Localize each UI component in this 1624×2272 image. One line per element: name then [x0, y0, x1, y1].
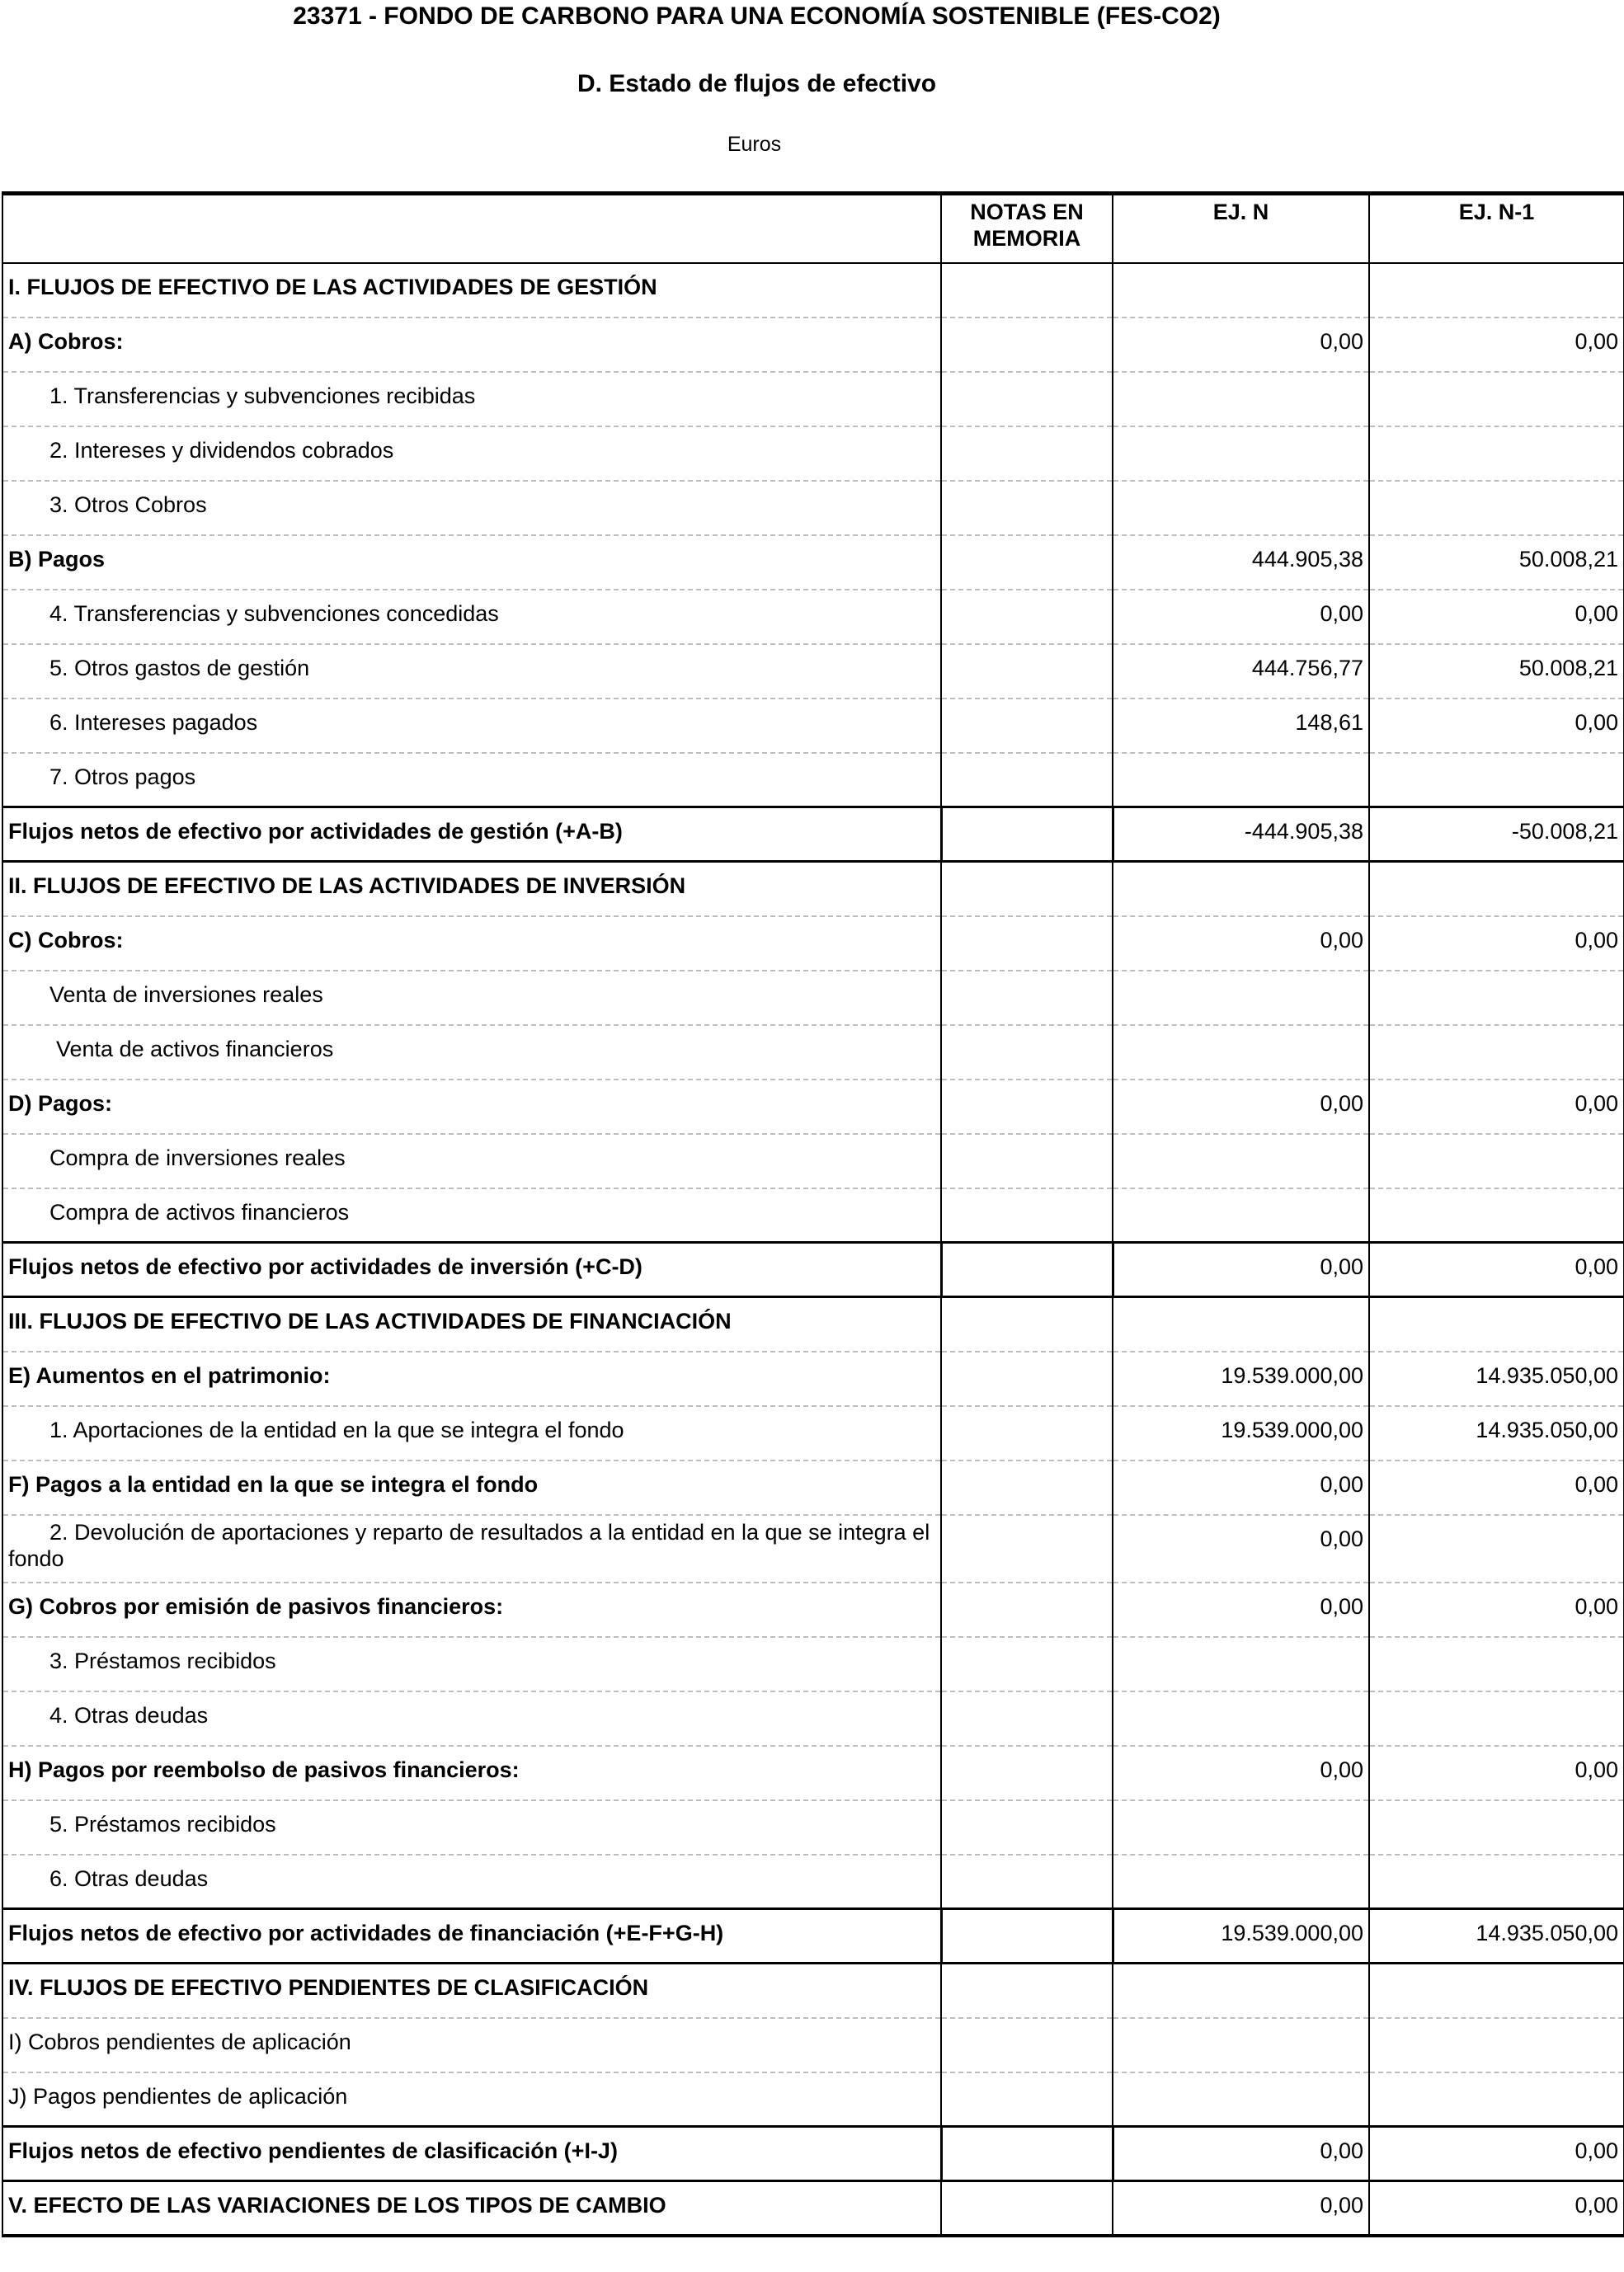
table-row: [2, 1406, 1624, 1461]
notas-cell: [941, 318, 1113, 372]
row-label-text: 2. Devolución de aportaciones y reparto de resultados a la entidad en la que se integra el fondo: [8, 1519, 930, 1571]
ej-n-value: 444.905,38: [1113, 535, 1369, 590]
notas-cell: [941, 699, 1113, 753]
ej-n-value: 0,00: [1113, 2181, 1369, 2236]
row-label: [2, 1691, 941, 1746]
row-label-text: E) Aumentos en el patrimonio:: [8, 1362, 331, 1388]
notas-cell: [941, 1406, 1113, 1461]
ej-n-1-value: 0,00: [1369, 2127, 1624, 2181]
ej-n-1-value: 0,00: [1369, 318, 1624, 372]
row-label: [2, 1243, 941, 1297]
row-label-text: Flujos netos de efectivo por actividades de gestión (+A-B): [8, 819, 623, 844]
section-row: [2, 1964, 1624, 2018]
table-row: [2, 2018, 1624, 2072]
ej-n-1-value: 0,00: [1369, 699, 1624, 753]
row-label-text: J) Pagos pendientes de aplicación: [8, 2083, 348, 2109]
ej-n-1-value: 0,00: [1369, 1746, 1624, 1800]
ej-n-value: 0,00: [1113, 1243, 1369, 1297]
document-title: 23371 - FONDO DE CARBONO PARA UNA ECONOMÍA SOSTENIBLE (FES-CO2): [293, 2, 1221, 30]
row-label: [2, 1134, 941, 1188]
table-row: [2, 1080, 1624, 1134]
table-row: [2, 644, 1624, 699]
row-label: [2, 971, 941, 1025]
ej-n-value: [1113, 862, 1369, 916]
ej-n-1-value: 0,00: [1369, 590, 1624, 644]
row-label: [2, 1406, 941, 1461]
table-header-row: [2, 194, 1624, 263]
row-label: [2, 1297, 941, 1352]
row-label-text: F) Pagos a la entidad en la que se integra el fondo: [8, 1471, 539, 1497]
row-label-text: I. FLUJOS DE EFECTIVO DE LAS ACTIVIDADES DE GESTIÓN: [8, 274, 657, 299]
row-label-text: 1. Aportaciones de la entidad en la que se integra el fondo: [49, 1417, 624, 1442]
ej-n-1-value: [1369, 1297, 1624, 1352]
ej-n-1-value: 14.935.050,00: [1369, 1909, 1624, 1964]
ej-n-1-value: 0,00: [1369, 1080, 1624, 1134]
row-label-text: D) Pagos:: [8, 1090, 113, 1116]
ej-n-1-value: [1369, 1691, 1624, 1746]
notas-cell: [941, 426, 1113, 481]
ej-n-value: [1113, 426, 1369, 481]
ej-n-value: 444.756,77: [1113, 644, 1369, 699]
table-row: [2, 1461, 1624, 1515]
cash-flow-table: [2, 191, 1624, 2237]
row-label-text: III. FLUJOS DE EFECTIVO DE LAS ACTIVIDADES DE FINANCIACIÓN: [8, 1309, 732, 1334]
total-row: [2, 1909, 1624, 1964]
ej-n-1-value: [1369, 263, 1624, 318]
row-label: [2, 1461, 941, 1515]
row-label-text: G) Cobros por emisión de pasivos financieros:: [8, 1593, 504, 1619]
notas-cell: [941, 807, 1113, 862]
ej-n-value: 19.539.000,00: [1113, 1909, 1369, 1964]
notas-cell: [941, 753, 1113, 807]
ej-n-value: [1113, 481, 1369, 535]
row-label-text: Flujos netos de efectivo pendientes de clasificación (+I-J): [8, 2138, 618, 2163]
header-concept: [2, 194, 941, 263]
row-label: [2, 1746, 941, 1800]
notas-cell: [941, 1909, 1113, 1964]
ej-n-1-value: [1369, 1964, 1624, 2018]
row-label: [2, 2181, 941, 2236]
ej-n-value: 0,00: [1113, 916, 1369, 971]
notas-cell: [941, 1855, 1113, 1909]
table-row: [2, 1691, 1624, 1746]
ej-n-1-value: [1369, 753, 1624, 807]
row-label-text: II. FLUJOS DE EFECTIVO DE LAS ACTIVIDADES DE INVERSIÓN: [8, 873, 686, 898]
ej-n-value: [1113, 1855, 1369, 1909]
section-row: [2, 1297, 1624, 1352]
ej-n-value: 148,61: [1113, 699, 1369, 753]
ej-n-value: [1113, 1134, 1369, 1188]
notas-cell: [941, 2018, 1113, 2072]
ej-n-value: [1113, 1800, 1369, 1855]
notas-cell: [941, 1515, 1113, 1583]
notas-cell: [941, 1297, 1113, 1352]
notas-cell: [941, 1691, 1113, 1746]
table-row: [2, 372, 1624, 426]
ej-n-value: 0,00: [1113, 2127, 1369, 2181]
notas-cell: [941, 2181, 1113, 2236]
table-row: [2, 1583, 1624, 1637]
table-row: [2, 426, 1624, 481]
row-label: [2, 753, 941, 807]
row-label: [2, 590, 941, 644]
ej-n-1-value: 0,00: [1369, 1461, 1624, 1515]
ej-n-value: [1113, 971, 1369, 1025]
row-label-text: 6. Otras deudas: [49, 1865, 209, 1891]
notas-cell: [941, 1188, 1113, 1243]
ej-n-1-value: 0,00: [1369, 1583, 1624, 1637]
ej-n-1-value: 14.935.050,00: [1369, 1406, 1624, 1461]
table-row: [2, 1855, 1624, 1909]
ej-n-value: -444.905,38: [1113, 807, 1369, 862]
row-label: [2, 1855, 941, 1909]
table-row: [2, 1637, 1624, 1691]
ej-n-1-value: [1369, 1025, 1624, 1080]
notas-cell: [941, 1637, 1113, 1691]
row-label-text: H) Pagos por reembolso de pasivos financieros:: [8, 1757, 520, 1782]
row-label: [2, 2018, 941, 2072]
ej-n-1-value: [1369, 1188, 1624, 1243]
ej-n-value: 19.539.000,00: [1113, 1352, 1369, 1406]
table-row: [2, 535, 1624, 590]
notas-cell: [941, 916, 1113, 971]
table-row: [2, 481, 1624, 535]
header-ej-n: EJ. N: [1113, 194, 1369, 263]
ej-n-value: [1113, 1297, 1369, 1352]
ej-n-1-value: [1369, 2018, 1624, 2072]
ej-n-value: 0,00: [1113, 1461, 1369, 1515]
ej-n-value: 0,00: [1113, 1746, 1369, 1800]
row-label-text: 4. Transferencias y subvenciones concedidas: [49, 600, 499, 626]
total-row: [2, 1243, 1624, 1297]
ej-n-value: [1113, 1964, 1369, 2018]
ej-n-value: [1113, 1691, 1369, 1746]
ej-n-value: [1113, 2072, 1369, 2127]
row-label: [2, 1583, 941, 1637]
ej-n-1-value: [1369, 372, 1624, 426]
notas-cell: [941, 971, 1113, 1025]
table-row: [2, 699, 1624, 753]
ej-n-value: 0,00: [1113, 590, 1369, 644]
table-row: [2, 1800, 1624, 1855]
row-label-text: Venta de inversiones reales: [49, 981, 323, 1007]
ej-n-1-value: [1369, 1800, 1624, 1855]
notas-cell: [941, 535, 1113, 590]
table-row: [2, 1746, 1624, 1800]
notas-cell: [941, 590, 1113, 644]
notas-cell: [941, 1352, 1113, 1406]
row-label-text: Venta de activos financieros: [56, 1036, 334, 1061]
row-label-text: Compra de inversiones reales: [49, 1145, 346, 1170]
ej-n-1-value: 14.935.050,00: [1369, 1352, 1624, 1406]
row-label: [2, 2072, 941, 2127]
table-row: [2, 318, 1624, 372]
table-row: [2, 1025, 1624, 1080]
section-row: [2, 263, 1624, 318]
total-row: [2, 2127, 1624, 2181]
notas-cell: [941, 1746, 1113, 1800]
row-label: [2, 1025, 941, 1080]
row-label: [2, 426, 941, 481]
total-row: [2, 807, 1624, 862]
ej-n-1-value: [1369, 481, 1624, 535]
row-label-text: B) Pagos: [8, 546, 106, 572]
row-label-text: 5. Préstamos recibidos: [49, 1811, 276, 1837]
row-label: [2, 1352, 941, 1406]
header-ej-n-1: EJ. N-1: [1369, 194, 1624, 263]
ej-n-1-value: [1369, 862, 1624, 916]
row-label-text: 1. Transferencias y subvenciones recibidas: [49, 383, 476, 408]
row-label: [2, 699, 941, 753]
row-label-text: Flujos netos de efectivo por actividades de inversión (+C-D): [8, 1254, 643, 1279]
section-row: [2, 862, 1624, 916]
row-label: [2, 862, 941, 916]
notas-cell: [941, 1800, 1113, 1855]
row-label-text: V. EFECTO DE LAS VARIACIONES DE LOS TIPOS DE CAMBIO: [8, 2193, 666, 2218]
notas-cell: [941, 1964, 1113, 2018]
ej-n-1-value: 0,00: [1369, 1243, 1624, 1297]
notas-cell: [941, 1025, 1113, 1080]
ej-n-value: [1113, 1637, 1369, 1691]
row-label-text: Flujos netos de efectivo por actividades de financiación (+E-F+G-H): [8, 1921, 724, 1945]
ej-n-1-value: [1369, 971, 1624, 1025]
table-row: [2, 1515, 1624, 1583]
row-label: [2, 1515, 941, 1583]
ej-n-1-value: 50.008,21: [1369, 535, 1624, 590]
table-row: [2, 590, 1624, 644]
ej-n-1-value: [1369, 2072, 1624, 2127]
ej-n-1-value: 0,00: [1369, 916, 1624, 971]
ej-n-1-value: [1369, 1515, 1624, 1583]
ej-n-1-value: 50.008,21: [1369, 644, 1624, 699]
row-label: [2, 263, 941, 318]
row-label: [2, 2127, 941, 2181]
row-label-text: A) Cobros:: [8, 328, 124, 354]
ej-n-1-value: -50.008,21: [1369, 807, 1624, 862]
row-label-text: I) Cobros pendientes de aplicación: [8, 2029, 351, 2054]
notas-cell: [941, 862, 1113, 916]
row-label-text: 4. Otras deudas: [49, 1702, 209, 1728]
ej-n-1-value: [1369, 426, 1624, 481]
notas-cell: [941, 2127, 1113, 2181]
notas-cell: [941, 1080, 1113, 1134]
ej-n-value: [1113, 372, 1369, 426]
row-label: [2, 1637, 941, 1691]
table-row: [2, 916, 1624, 971]
ej-n-1-value: [1369, 1855, 1624, 1909]
ej-n-value: [1113, 1188, 1369, 1243]
row-label-text: C) Cobros:: [8, 927, 124, 953]
statement-subtitle: D. Estado de flujos de efectivo: [577, 70, 937, 97]
notas-cell: [941, 1461, 1113, 1515]
notas-cell: [941, 263, 1113, 318]
notas-cell: [941, 1243, 1113, 1297]
row-label: [2, 644, 941, 699]
table-row: [2, 753, 1624, 807]
ej-n-1-value: [1369, 1134, 1624, 1188]
row-label: [2, 318, 941, 372]
row-label-text: 3. Otros Cobros: [49, 492, 207, 517]
ej-n-value: 0,00: [1113, 1080, 1369, 1134]
notas-cell: [941, 2072, 1113, 2127]
row-label: [2, 535, 941, 590]
row-label: [2, 1964, 941, 2018]
row-label: [2, 1800, 941, 1855]
ej-n-value: [1113, 2018, 1369, 2072]
ej-n-1-value: [1369, 1637, 1624, 1691]
row-label: [2, 916, 941, 971]
row-label: [2, 372, 941, 426]
ej-n-value: 19.539.000,00: [1113, 1406, 1369, 1461]
notas-cell: [941, 372, 1113, 426]
table-row: [2, 2072, 1624, 2127]
row-label-text: Compra de activos financieros: [49, 1199, 350, 1225]
ej-n-value: [1113, 1025, 1369, 1080]
row-label-text: 7. Otros pagos: [49, 764, 196, 789]
notas-cell: [941, 1134, 1113, 1188]
row-label-text: 2. Intereses y dividendos cobrados: [49, 437, 394, 463]
row-label: [2, 807, 941, 862]
ej-n-value: 0,00: [1113, 1583, 1369, 1637]
row-label: [2, 1188, 941, 1243]
row-label-text: 3. Préstamos recibidos: [49, 1648, 276, 1673]
table-row: [2, 1352, 1624, 1406]
notas-cell: [941, 481, 1113, 535]
row-label: [2, 1080, 941, 1134]
ej-n-1-value: 0,00: [1369, 2181, 1624, 2236]
row-label-text: IV. FLUJOS DE EFECTIVO PENDIENTES DE CLASIFICACIÓN: [8, 1975, 649, 2000]
row-label-text: 6. Intereses pagados: [49, 709, 258, 735]
ej-n-value: 0,00: [1113, 318, 1369, 372]
notas-cell: [941, 644, 1113, 699]
notas-cell: [941, 1583, 1113, 1637]
row-label: [2, 481, 941, 535]
ej-n-value: [1113, 753, 1369, 807]
section-row: [2, 2181, 1624, 2236]
currency-units: Euros: [727, 133, 782, 156]
table-row: [2, 1134, 1624, 1188]
table-row: [2, 971, 1624, 1025]
row-label: [2, 1909, 941, 1964]
ej-n-value: [1113, 263, 1369, 318]
table-row: [2, 1188, 1624, 1243]
header-notas-memoria: NOTAS EN MEMORIA: [941, 194, 1113, 263]
row-label-text: 5. Otros gastos de gestión: [49, 655, 310, 680]
ej-n-value: 0,00: [1113, 1515, 1369, 1583]
